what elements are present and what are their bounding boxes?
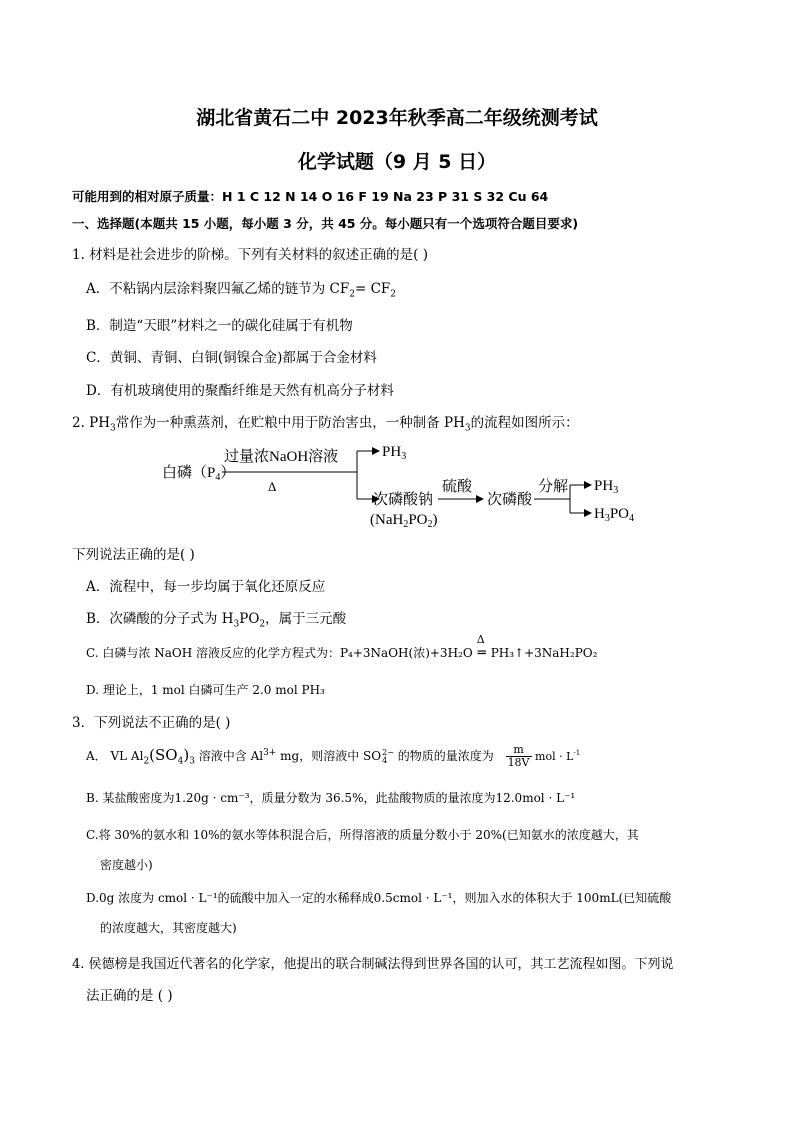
question-3-option-b: B. 某盐酸密度为1.20g · cm⁻³，质量分数为 36.5%，此盐酸物质的量浓度为12.0mol · L⁻¹ [86,791,576,805]
question-2-stem: 2. $PH_3$常作为一种熏蒸剂，在贮粮中用于防治害虫，一种制备 $PH_3$的流程如图所示： [72,415,579,434]
question-1-option-c: C．黄铜、青铜、白铜(铜镍合金)都属于合金材料 [86,350,377,366]
question-2-option-a: A．流程中，每一步均属于氧化还原反应 [86,579,326,595]
question-3-option-c-line1: C.将 30%的氨水和 10%的氨水等体积混合后，所得溶液的质量分数小于 20%(已知氨水的浓度越大，其 [86,828,639,842]
option-text: A．不粘锅内层涂料聚四氟乙烯的链节为 CF [86,281,350,297]
question-1-option-d: D．有机玻璃使用的聚酯纤维是天然有机高分子材料 [86,383,394,399]
section-heading: 一、选择题(本题共 15 小题，每小题 3 分，共 45 分。每小题只有一个选项符合题目要求) [72,216,579,231]
flow-condition: Δ [268,479,277,494]
question-1-stem: 1. 材料是社会进步的阶梯。下列有关材料的叙述正确的是( ) [72,247,428,263]
question-3-option-a: A． VL $Al_2(SO_4)_3$ 溶液中含 $Al^{3+}$ mg，则溶液中 SO 2− 4 的物质的量浓度为 $\frac{m}{18V}$ mol · $L^{-1}$ [86,743,581,769]
flow-step-3: 分解 [538,479,569,495]
question-3-option-d-line2: 的浓度越大，其密度越大) [100,921,237,935]
stem-text: 2. PH [72,415,111,431]
fraction-denominator: 18V [507,756,530,769]
heat-arrow: Δ ═ [476,633,486,661]
flow-product-1: $PH_3$ [382,444,407,462]
atomic-masses: 可能用到的相对原子质量：H 1 C 12 N 14 O 16 F 19 Na 23 P 31 S 32 Cu 64 [72,189,549,204]
question-2-option-b: B．次磷酸的分子式为 $H_3PO_2$，属于三元酸 [86,611,347,630]
flow-product-3: 次磷酸 [487,492,533,508]
flow-product-2: 次磷酸钠 [373,492,434,508]
question-4-stem-line2: 法正确的是 ( ) [86,988,173,1004]
stem-text: 常作为一种熏蒸剂，在贮粮中用于防治害虫，一种制备 PH [115,415,465,431]
question-3-option-d-line1: D.0g 浓度为 cmol · L⁻¹的硫酸中加入一定的水稀释成0.5cmol · L⁻¹，则加入水的体积大于 100mL(已知硫酸 [86,891,672,905]
option-text: ，属于三元酸 [265,611,347,627]
option-text: PO [239,611,260,627]
flow-final-1: $PH_3$ [594,478,619,496]
equation-left: P₄+3NaOH(浓)+3H₂O [339,646,473,660]
question-3-stem: 3．下列说法不正确的是( ) [72,715,231,731]
option-text: = CF [354,281,391,297]
question-1-option-b: B．制造“天眼”材料之一的碳化硅属于有机物 [86,318,353,334]
question-3-option-c-line2: 密度越小) [100,858,153,872]
arrow-icon [584,481,592,489]
flow-start: 白磷$(P_4)$ [162,465,236,483]
arrow-icon [372,447,380,455]
arrow-icon [476,495,484,503]
question-2-prompt: 下列说法正确的是( ) [72,547,195,563]
flow-step-2: 硫酸 [442,479,473,495]
equation-right: PH₃↑+3NaH₂PO₂ [490,646,598,660]
flow-product-2-formula: $(NaH_2PO_2)$ [370,512,438,530]
question-2-option-c [86,633,598,661]
option-text: C. 白磷与浓 NaOH 溶液反应的化学方程式为： [86,646,340,660]
exam-subtitle: 化学试题（9 月 5 日） [297,151,497,173]
option-text: A． VL Al [86,749,144,763]
fraction-numerator: m [506,744,532,757]
question-1-option-a: A．不粘锅内层涂料聚四氟乙烯的链节为 $CF_2= CF_2$ [86,281,397,300]
flow-reagent: 过量浓NaOH溶液 [224,449,339,465]
arrow-icon [584,509,592,517]
flow-final-2: $H_3PO_4$ [594,506,635,524]
exam-title: 湖北省黄石二中 2023年秋季高二年级统测考试 [196,107,598,129]
stem-text: 的流程如图所示： [470,415,579,431]
question-2-option-d: D. 理论上，1 mol 白磷可生产 2.0 mol PH₃ [86,683,325,697]
option-text: B．次磷酸的分子式为 H [86,611,234,627]
flow-diagram [150,437,650,532]
question-4-stem-line1: 4. 侯德榜是我国近代著名的化学家，他提出的联合制碱法得到世界各国的认可，其工艺流程如图。下列说 [72,957,674,972]
